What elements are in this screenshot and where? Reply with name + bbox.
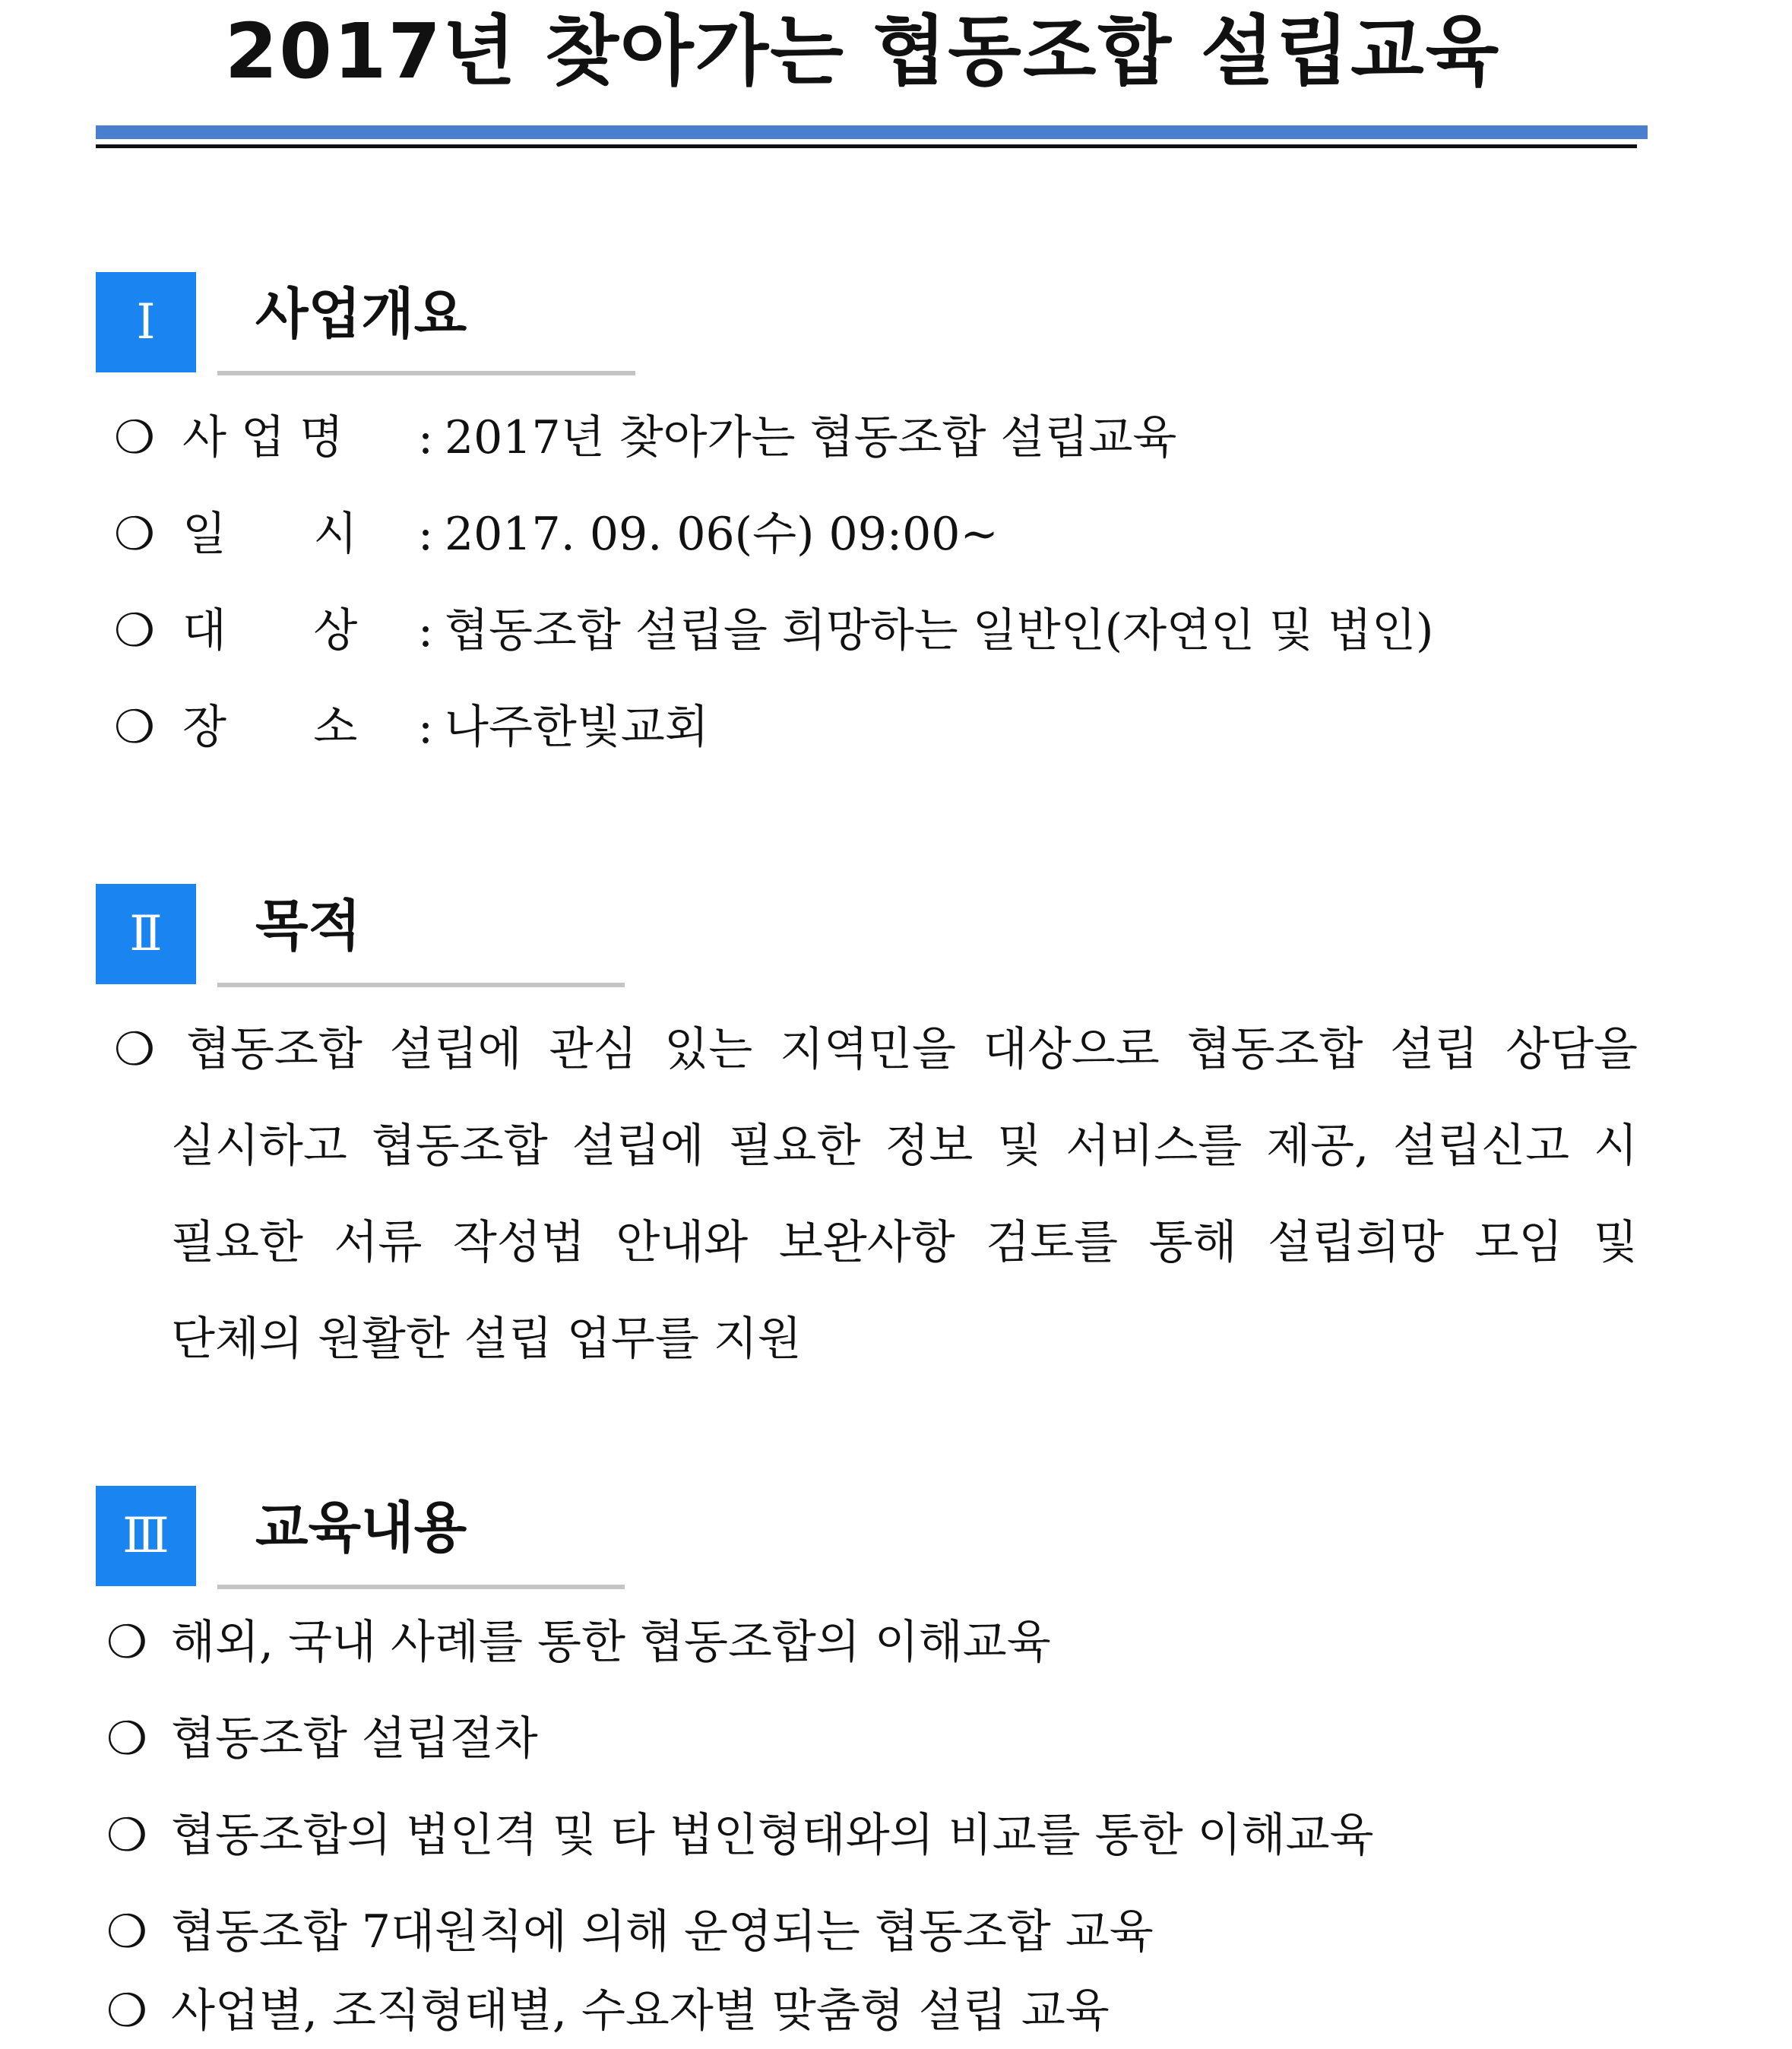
item-text: 협동조합의 법인격 및 타 법인형태와의 비교를 통한 이해교육	[171, 1809, 1374, 1862]
purpose-bullet	[114, 1022, 155, 1077]
document-title: 2017년 찾아가는 협동조합 설립교육	[224, 7, 1501, 96]
item-label: 사 업 명	[182, 411, 344, 464]
item-text: 사업별, 조직형태별, 수요자별 맞춤형 설립 교육	[171, 1984, 1110, 2038]
section-title: 사업개요	[255, 282, 467, 346]
overview-item-date	[114, 507, 999, 562]
item-label: 대 상	[182, 604, 358, 657]
item-colon: :	[417, 604, 434, 657]
item-colon: :	[417, 508, 434, 561]
bullet-icon: ❍	[106, 1712, 147, 1766]
item-label: 장 소	[182, 701, 358, 754]
item-colon: :	[417, 701, 434, 754]
item-value: 2017년 찾아가는 협동조합 설립교육	[445, 411, 1177, 464]
bullet-icon: ❍	[114, 604, 155, 657]
item-text: 해외, 국내 사례를 통한 협동조합의 이해교육	[171, 1616, 1051, 1669]
item-text: 협동조합 7대원칙에 의해 운영되는 협동조합 교육	[171, 1905, 1154, 1959]
title-underline-black	[96, 144, 1637, 148]
item-colon: :	[417, 411, 434, 464]
section-title: 교육내용	[255, 1496, 467, 1560]
bullet-icon: ❍	[106, 1809, 147, 1862]
purpose-line: 단체의 원활한 설립 업무를 지원	[171, 1313, 802, 1366]
curriculum-item	[106, 1905, 1154, 1959]
item-value: 협동조합 설립을 희망하는 일반인(자연인 및 법인)	[445, 604, 1434, 657]
bullet-icon: ❍	[106, 1616, 147, 1669]
section-underline	[217, 371, 635, 375]
section-underline	[217, 1585, 625, 1589]
curriculum-item	[106, 1808, 1374, 1863]
item-text: 협동조합 설립절차	[171, 1712, 538, 1766]
bullet-icon: ❍	[106, 1984, 147, 2038]
overview-item-target	[114, 603, 1433, 658]
title-underline-blue	[96, 125, 1648, 139]
section-title: 목적	[255, 894, 362, 958]
section-underline	[217, 983, 625, 987]
section-number: Ⅲ	[96, 1486, 196, 1586]
overview-item-place	[114, 700, 709, 755]
curriculum-item	[106, 1615, 1051, 1670]
bullet-icon: ❍	[114, 508, 155, 561]
purpose-line: 실시하고 협동조합 설립에 필요한 정보 및 서비스를 제공, 설립신고 시	[171, 1120, 1638, 1173]
purpose-line: 협동조합 설립에 관심 있는 지역민을 대상으로 협동조합 설립 상담을	[186, 1023, 1638, 1076]
item-value: 2017. 09. 06(수) 09:00~	[445, 508, 999, 561]
bullet-icon: ❍	[114, 411, 155, 464]
section-number: Ⅱ	[96, 884, 196, 984]
bullet-icon: ❍	[114, 1023, 155, 1076]
bullet-icon: ❍	[106, 1905, 147, 1959]
purpose-line: 필요한 서류 작성법 안내와 보완사항 검토를 통해 설립희망 모임 및	[171, 1216, 1638, 1269]
item-value: 나주한빛교회	[445, 701, 709, 754]
item-label: 일 시	[182, 508, 358, 561]
section-number: Ⅰ	[96, 272, 196, 372]
overview-item-name	[114, 410, 1176, 465]
curriculum-item	[106, 1712, 538, 1766]
curriculum-item	[106, 1984, 1110, 2038]
bullet-icon: ❍	[114, 701, 155, 754]
